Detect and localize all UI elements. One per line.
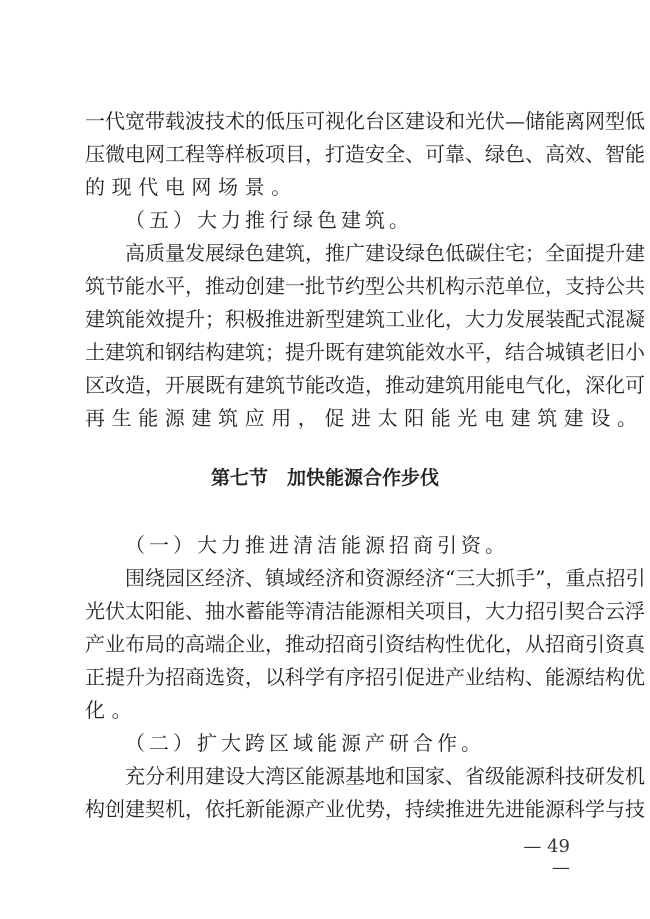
paragraph-line: 再生能源建筑应用，促进太阳能光电建筑建设。 [85, 406, 644, 430]
section-title: 第七节 加快能源合作步伐 [210, 467, 439, 489]
paragraph-line: 土建筑和钢结构建筑；提升既有建筑能效水平，结合城镇老旧小 [85, 340, 645, 364]
text-block-top [85, 105, 645, 435]
paragraph-line: 构创建契机，依托新能源产业优势，持续推进先进能源科学与技 [85, 797, 645, 821]
paragraph-line: 筑节能水平，推动创建一批节约型公共机构示范单位，支持公共 [85, 274, 645, 298]
subheading-1: （一）大力推进清洁能源招商引资。 [125, 533, 509, 557]
subheading-5: （五）大力推行绿色建筑。 [125, 208, 413, 232]
paragraph-line: 产业布局的高端企业，推动招商引资结构性优化，从招商引资真 [85, 632, 645, 656]
paragraph-line: 光伏太阳能、抽水蓄能等清洁能源相关项目，大力招引契合云浮 [85, 599, 645, 623]
paragraph-line: 高质量发展绿色建筑，推广建设绿色低碳住宅；全面提升建 [125, 241, 645, 265]
paragraph-line: 区改造，开展既有建筑节能改造，推动建筑用能电气化，深化可 [85, 373, 645, 397]
subheading-2: （二）扩大跨区域能源产研合作。 [125, 731, 485, 755]
paragraph-line: 充分利用建设大湾区能源基地和国家、省级能源科技研发机 [125, 764, 645, 788]
paragraph-line: 压微电网工程等样板项目，打造安全、可靠、绿色、高效、智能 [85, 142, 645, 166]
page-number: — 49 — [523, 836, 570, 878]
paragraph-line: 建筑能效提升；积极推进新型建筑工业化，大力发展装配式混凝 [85, 307, 645, 331]
paragraph-line: 围绕园区经济、镇域经济和资源经济“三大抓手”，重点招引 [125, 566, 646, 590]
paragraph-line: 一代宽带载波技术的低压可视化台区建设和光伏—储能离网型低 [85, 109, 645, 133]
paragraph-line: 的现代电网场景。 [85, 175, 298, 199]
paragraph-line: 正提升为招商选资，以科学有序招引促进产业结构、能源结构优 [85, 665, 645, 689]
text-block-bottom [85, 529, 646, 826]
paragraph-line: 化。 [85, 698, 139, 722]
